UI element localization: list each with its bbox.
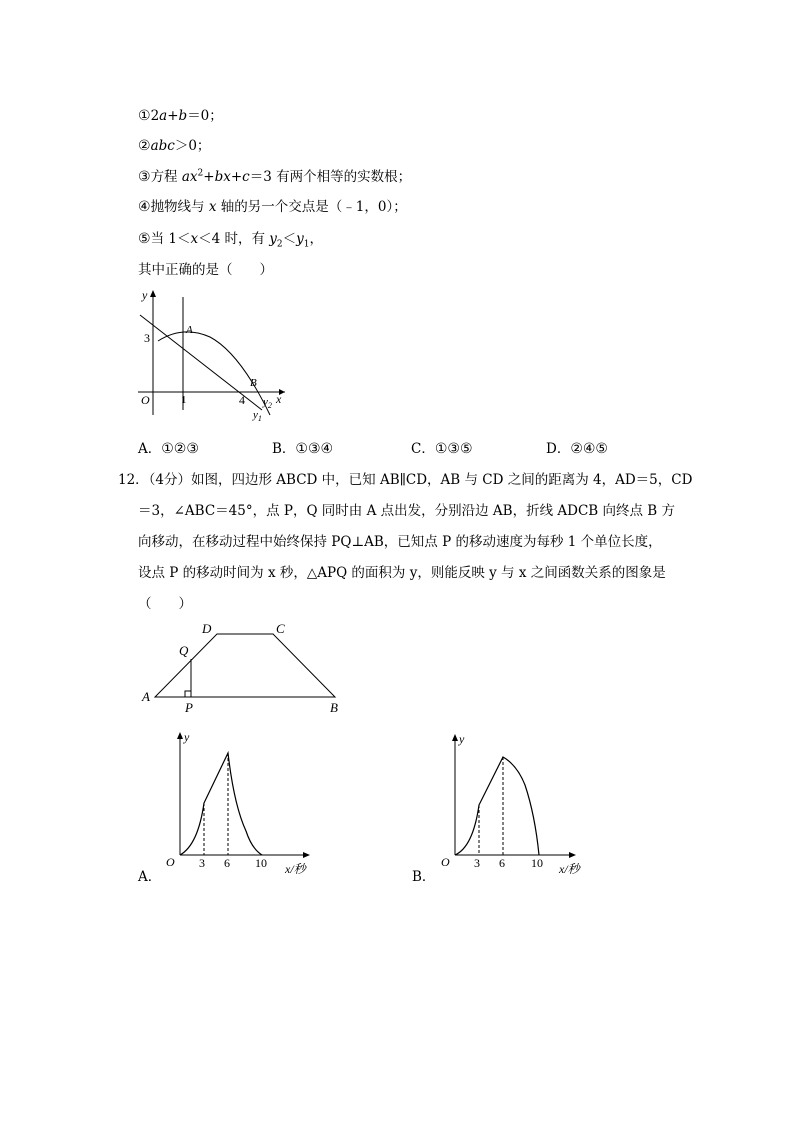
option-c[interactable]: C．①③⑤ <box>411 441 473 457</box>
x-axis-label: x <box>276 392 282 406</box>
statement-number: ④ <box>138 199 151 215</box>
statement-number: ① <box>138 108 151 124</box>
statement-1: ①2a+b＝0； <box>138 108 223 124</box>
x-axis-arrow <box>569 852 576 858</box>
x-axis-label: x/秒 <box>285 862 306 876</box>
curve-y2-label: $y_2$ <box>263 396 272 410</box>
y-axis-arrow <box>150 290 156 297</box>
vertex-d-label: D <box>202 621 212 636</box>
option-a[interactable]: A．①②③ <box>138 441 199 457</box>
origin-label: O <box>441 855 450 869</box>
statement-2: ②abc＞0； <box>138 138 211 154</box>
graph-option-a <box>160 725 320 880</box>
parabola-line-graph <box>130 285 290 430</box>
statement-number: ③ <box>138 169 151 185</box>
curve-y1-label: $y_1$ <box>253 409 262 423</box>
question-12-line-2: ＝3，∠ABC＝45°，点 P，Q 同时由 A 点出发，分别沿边 AB，折线 ADCB 向终点 B 方 <box>138 503 676 519</box>
statement-5: ⑤当 1＜x＜4 时，有 $y_2<y_1$， <box>138 231 323 250</box>
graph-option-b-letter[interactable]: B． <box>412 869 436 885</box>
question-12-line-4: 设点 P 的移动时间为 x 秒，△APQ 的面积为 y，则能反映 y 与 x 之间函数关系的图象是 <box>138 565 666 581</box>
question-12-line-1: 12．（4分）如图，四边形 ABCD 中，已知 AB∥CD，AB 与 CD 之间的距离为 4，AD＝5，CD <box>118 472 693 488</box>
question-prompt: 其中正确的是（ ） <box>138 262 273 278</box>
tick-label-3: 3 <box>199 856 205 870</box>
y-axis-label: y <box>459 732 465 746</box>
x-axis-label: x/秒 <box>559 862 580 876</box>
graph-option-a-letter[interactable]: A． <box>138 869 162 885</box>
vertex-b-label: B <box>330 700 338 715</box>
tick-label-3: 3 <box>144 331 150 345</box>
tick-label-10: 10 <box>531 856 543 870</box>
point-b-label: B <box>250 377 257 389</box>
tick-label-6: 6 <box>224 856 230 870</box>
vertex-c-label: C <box>276 621 285 636</box>
question-12-line-5: （ ） <box>138 596 192 612</box>
function-curve <box>180 753 262 855</box>
tick-label-10: 10 <box>255 856 267 870</box>
point-p-label: P <box>185 700 193 715</box>
x-axis-arrow <box>303 852 310 858</box>
trapezoid-figure <box>135 615 350 720</box>
statement-number: ⑤ <box>138 231 151 247</box>
origin-label: O <box>166 855 175 869</box>
y-axis-arrow <box>452 734 458 741</box>
y-axis-arrow <box>177 732 183 739</box>
tick-label-6: 6 <box>499 856 505 870</box>
vertex-a-label: A <box>142 689 150 704</box>
y-axis-label: y <box>184 730 190 744</box>
statement-3: ③方程 $ax^2+bx+c=3$ 有两个相等的实数根； <box>138 168 412 185</box>
option-d[interactable]: D．②④⑤ <box>546 441 608 457</box>
statement-number: ② <box>138 138 151 154</box>
statement-4: ④抛物线与 x 轴的另一个交点是（﹣1，0）； <box>138 199 407 215</box>
function-curve <box>455 757 539 855</box>
tick-label-3: 3 <box>474 856 480 870</box>
tick-label-1: 1 <box>181 394 187 406</box>
graph-option-b <box>435 725 595 880</box>
point-q-label: Q <box>179 643 189 658</box>
origin-label: O <box>141 393 150 407</box>
right-angle-mark <box>185 691 191 697</box>
y-axis-label: y <box>142 288 148 302</box>
point-a-label: A <box>186 324 193 336</box>
tick-label-4: 4 <box>239 393 245 407</box>
option-b[interactable]: B．①③④ <box>272 441 334 457</box>
question-12-line-3: 向移动，在移动过程中始终保持 PQ⊥AB，已知点 P 的移动速度为每秒 1 个单位长度， <box>138 534 662 550</box>
